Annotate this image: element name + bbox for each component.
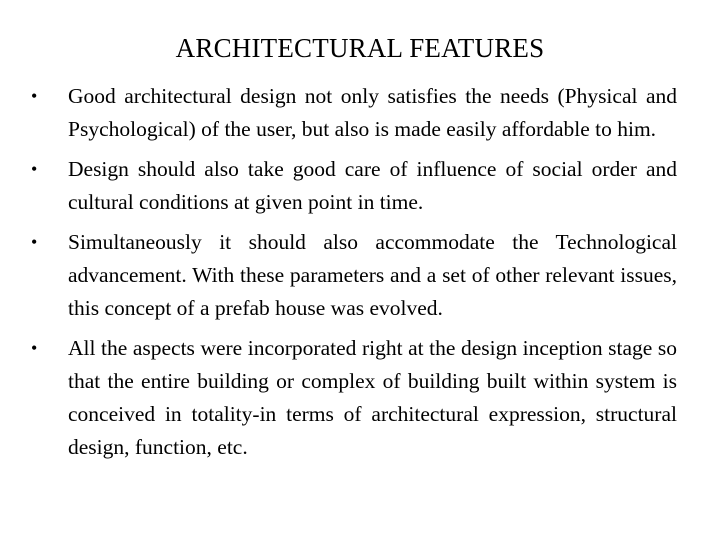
bullet-text: Simultaneously it should also accommodate the Technological advancement. With these parameters and a set of other relevant issues, this concept of a prefab house was evolved.	[68, 230, 677, 320]
slide-title: ARCHITECTURAL FEATURES	[175, 33, 545, 63]
bullet-text: All the aspects were incorporated right at the design inception stage so that the entire building or complex of building built within system is conceived in totality-in terms of architectural expression, structural design, function, etc.	[68, 336, 677, 459]
bullet-dot-icon: •	[31, 232, 38, 252]
bullet-text: Good architectural design not only satisfies the needs (Physical and Psychological) of the user, but also is made easily affordable to him.	[68, 84, 677, 141]
bullet-dot-icon: •	[31, 159, 38, 179]
bullet-dot-icon: •	[31, 86, 38, 106]
bullet-dot-icon: •	[31, 338, 38, 358]
bullet-item	[0, 153, 677, 219]
bullet-text: Design should also take good care of influence of social order and cultural conditions at given point in time.	[68, 157, 677, 214]
bullet-item	[0, 332, 677, 464]
bullet-item	[0, 226, 677, 325]
bullet-item	[0, 80, 677, 146]
bullet-list	[0, 80, 720, 464]
